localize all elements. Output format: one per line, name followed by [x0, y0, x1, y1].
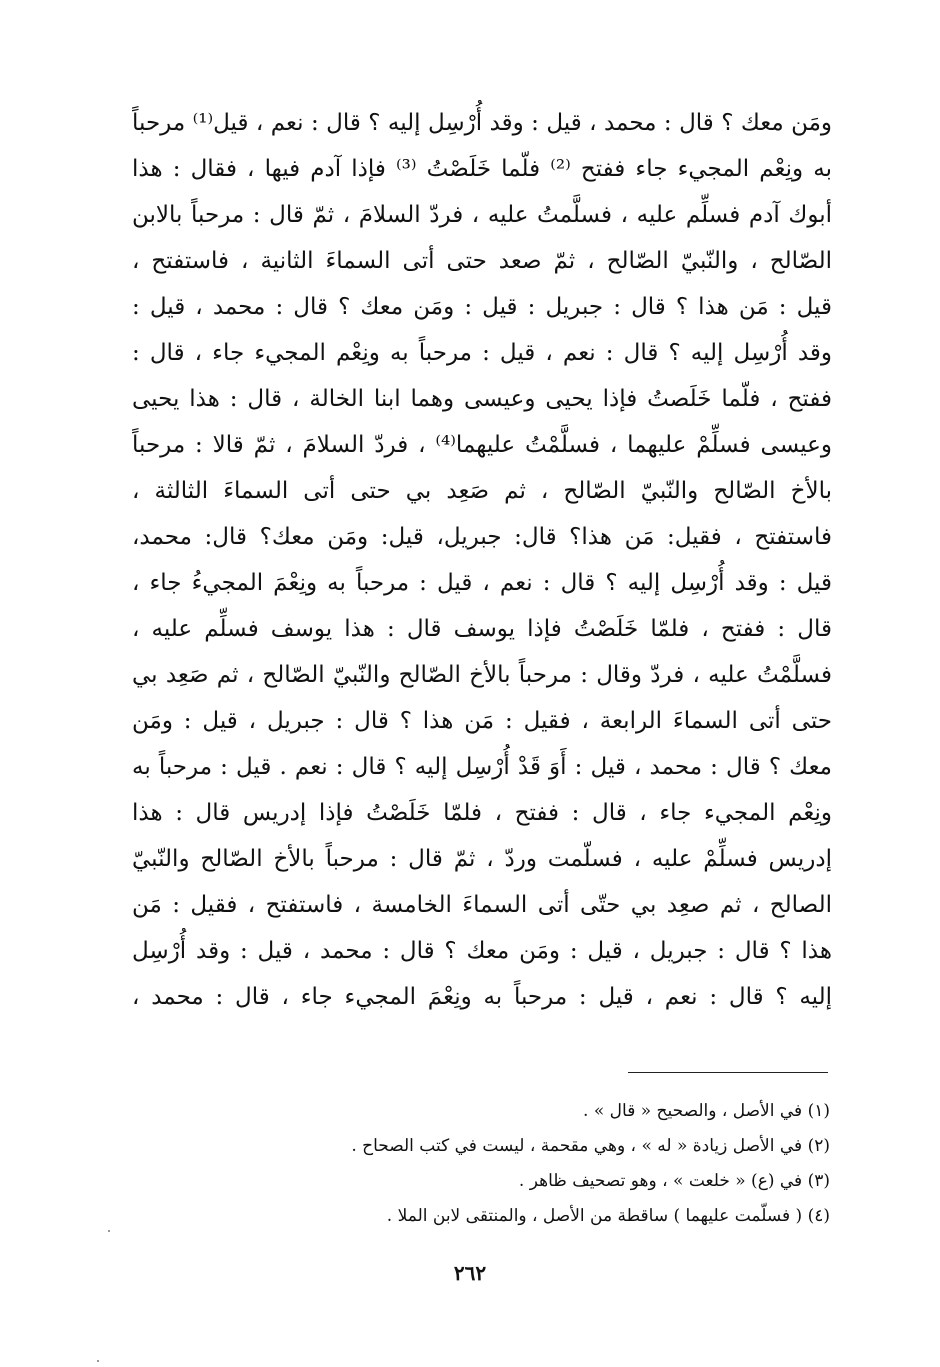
text-line: معك ؟ قال : محمد ، قيل : أَوَ قَدْ أُرْسِل إليه ؟ قال : نعم . قيل : مرحباً به	[132, 754, 832, 780]
scan-speck	[108, 1230, 110, 1232]
text-line: أبوك آدم فسلِّم عليه ، فسلَّمتُ عليه ، فردّ السلامَ ، ثمّ قال : مرحباً بالابن	[132, 202, 832, 228]
page-number: ٢٦٢	[453, 1261, 487, 1285]
main-text	[132, 100, 832, 1020]
text-line: ومَن معك ؟ قال : محمد ، قيل : وقد أُرْسِل إليه ؟ قال : نعم ، قيل⁽¹⁾ مرحباً	[132, 110, 832, 136]
footnote-separator	[628, 1072, 828, 1073]
text-line: ففتح ، فلّما خَلَصتُ فإذا يحيى وعيسى وهما ابنا الخالة ، قال : هذا يحيى	[132, 386, 832, 412]
text-line: قال : ففتح ، فلمّا خَلَصْتُ فإذا يوسف قال : هذا يوسف فسلِّم عليه ،	[132, 616, 832, 642]
scan-speck	[97, 1360, 99, 1362]
footnote-1: (١) في الأصل ، والصحيح « قال » .	[583, 1101, 830, 1121]
footnote-3: (٣) في (ع) « خلعت » ، وهو تصحيف ظاهر .	[518, 1171, 830, 1191]
text-line: الصالح ، ثم صعِد بي حتّى أتى السماءَ الخامسة ، فاستفتح ، فقيل : مَن	[132, 892, 832, 918]
text-line: قيل : وقد أُرْسِل إليه ؟ قال : نعم ، قيل : مرحباً به ونِعْمَ المجيءُ جاء ،	[132, 570, 832, 596]
text-line: هذا ؟ قال : جبريل ، قيل : ومَن معك ؟ قال : محمد ، قيل : وقد أُرْسِل	[132, 938, 832, 964]
text-line: وعيسى فسلِّمْ عليهما ، فسلَّمْتُ عليهما⁽⁴⁾ ، فردّ السلامَ ، ثمّ قالا : مرحباً	[132, 432, 832, 458]
text-line: الصّالح ، والنّبيّ الصّالح ، ثمّ صعد حتى أتى السماءَ الثانية ، فاستفتح ،	[132, 248, 832, 274]
text-line: وقد أُرْسِل إليه ؟ قال : نعم ، قيل : مرحباً به ونِعْم المجيء جاء ، قال :	[132, 340, 832, 366]
text-line: به ونِعْم المجيء جاء ففتح ⁽²⁾ فلّما خَلَصْتُ ⁽³⁾ فإذا آدم فيها ، فقال : هذا	[132, 156, 832, 182]
footnote-2: (٢) في الأصل زيادة « له » ، وهي مقحمة ، ليست في كتب الصحاح .	[351, 1136, 830, 1156]
text-line: بالأخ الصّالح والنّبيّ الصّالح ، ثم صَعِد بي حتى أتى السماءَ الثالثة ،	[132, 478, 832, 504]
text-line: إدريس فسلِّمْ عليه ، فسلّمت وردّ ، ثمّ قال : مرحباً بالأخ الصّالح والنّبيّ	[132, 846, 832, 872]
text-line: إليه ؟ قال : نعم ، قيل : مرحباً به ونِعْمَ المجيء جاء ، قال : محمد ،	[132, 984, 832, 1010]
text-line: قيل : مَن هذا ؟ قال : جبريل : قيل : ومَن معك ؟ قال : محمد ، قيل :	[132, 294, 832, 320]
footnote-4: (٤) ( فسلّمت عليهما ) ساقطة من الأصل ، والمنتقى لابن الملا .	[386, 1206, 830, 1226]
text-line: فسلَّمْتُ عليه ، فردّ وقال : مرحباً بالأخ الصّالح والنّبيّ الصّالح ، ثم صَعِد بي	[132, 662, 832, 688]
text-line: حتى أتى السماءَ الرابعة ، فقيل : مَن هذا ؟ قال : جبريل ، قيل : ومَن	[132, 708, 832, 734]
footnotes	[130, 1094, 830, 1234]
text-line: فاستفتح ، فقيل: مَن هذا؟ قال: جبريل، قيل: ومَن معك؟ قال: محمد،	[132, 524, 832, 550]
text-line: ونِعْم المجيء جاء ، قال : ففتح ، فلمّا خَلَصْتُ فإذا إدريس قال : هذا	[132, 800, 832, 826]
